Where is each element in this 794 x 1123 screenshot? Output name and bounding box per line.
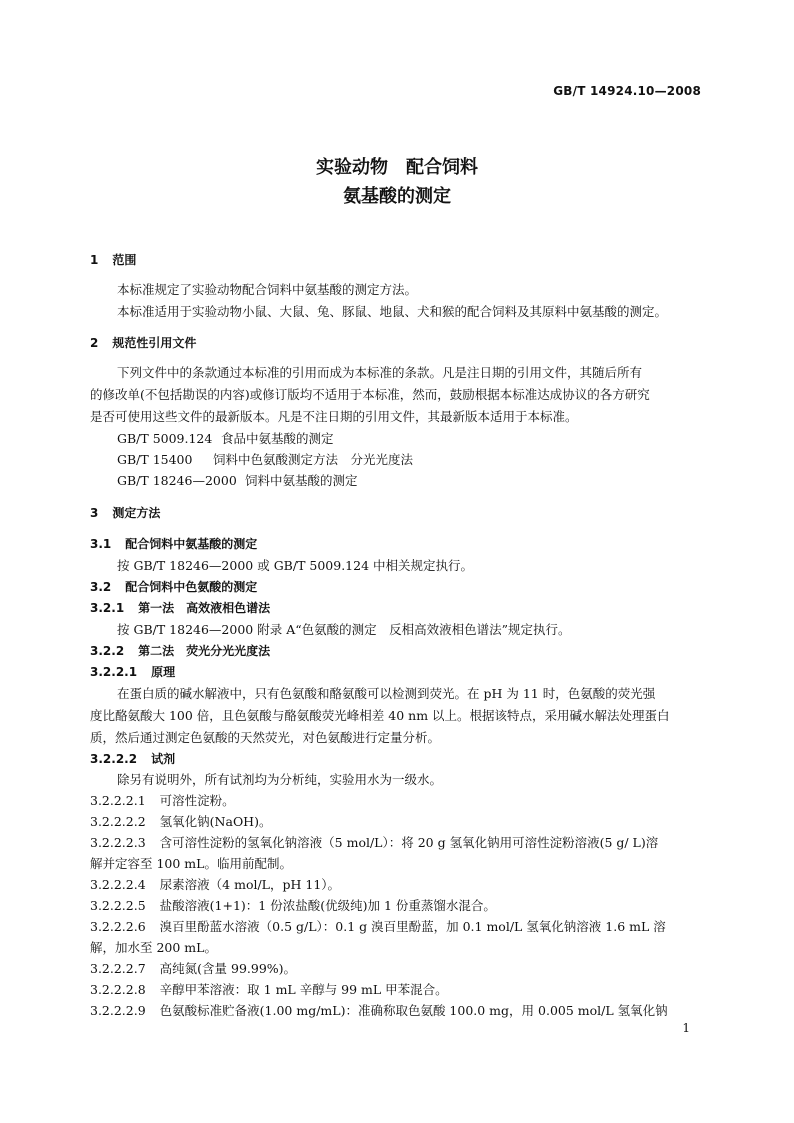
title-line-2: 氨基酸的测定 <box>343 186 451 207</box>
section-3-heading <box>90 504 160 522</box>
section-number: 2 <box>90 336 99 350</box>
reagent-text: 含可溶性淀粉的氢氧化钠溶液（5 mol/L）：将 20 g 氢氧化钠用可溶性淀粉溶液(5 g/ L)溶 <box>159 835 659 850</box>
reference-name: 饲料中氨基酸的测定 <box>245 473 358 488</box>
reagent-item <box>90 960 296 978</box>
reagent-text: 溴百里酚蓝水溶液（0.5 g/L）：0.1 g 溴百里酚蓝，加 0.1 mol/L 氢氧化钠溶液 1.6 mL 溶 <box>159 919 666 934</box>
section-2-heading <box>90 334 196 352</box>
reference-name: 饲料中色氨酸测定方法 分光光度法 <box>213 452 414 467</box>
reagent-number: 3.2.2.2.8 <box>90 982 146 997</box>
paragraph: 按 GB/T 18246—2000 附录 A“色氨酸的测定 反相高效液相色谱法”规定执行。 <box>117 622 571 637</box>
reagent-text-cont: 解，加水至 200 mL。 <box>90 940 217 955</box>
reference-item <box>117 451 413 469</box>
reference-item <box>117 430 334 448</box>
subsection-3-2-1-heading <box>90 599 270 617</box>
subsection-3-2-heading <box>90 578 257 596</box>
subsection-title: 配合饲料中色氨酸的测定 <box>125 580 258 594</box>
reagent-item <box>90 813 271 831</box>
section-title: 范围 <box>112 253 137 267</box>
paragraph-cont: 度比酪氨酸大 100 倍，且色氨酸与酪氨酸荧光峰相差 40 nm 以上。根据该特点，采用碱水解法处理蛋白 <box>90 708 670 723</box>
paragraph: 按 GB/T 18246—2000 或 GB/T 5009.124 中相关规定执行。 <box>117 558 474 573</box>
subsection-title: 配合饲料中氨基酸的测定 <box>125 537 258 551</box>
reference-item <box>117 472 358 490</box>
paragraph-cont: 的修改单(不包括勘误的内容)或修订版均不适用于本标准，然而，鼓励根据本标准达成协议的各方研究 <box>90 387 650 402</box>
reference-name: 食品中氨基酸的测定 <box>221 431 334 446</box>
reagent-text: 色氨酸标准贮备液(1.00 mg/mL)：准确称取色氨酸 100.0 mg，用 0.005 mol/L 氢氧化钠 <box>159 1003 668 1018</box>
subsection-title: 第一法 高效液相色谱法 <box>138 601 271 615</box>
reagent-text: 盐酸溶液(1+1)：1 份浓盐酸(优级纯)加 1 份重蒸馏水混合。 <box>159 898 496 913</box>
subsection-3-2-2-1-heading <box>90 663 175 681</box>
paragraph: 下列文件中的条款通过本标准的引用而成为本标准的条款。凡是注日期的引用文件，其随后所有 <box>117 365 643 380</box>
reagent-text: 可溶性淀粉。 <box>159 793 235 808</box>
subsection-3-2-2-2-heading <box>90 750 175 768</box>
title-line-1: 实验动物 配合饲料 <box>316 157 478 178</box>
reagent-item <box>90 918 666 936</box>
reagent-number: 3.2.2.2.1 <box>90 793 146 808</box>
section-number: 3 <box>90 506 99 520</box>
subsection-3-2-2-heading <box>90 642 270 660</box>
section-number: 1 <box>90 253 99 267</box>
subsection-title: 试剂 <box>151 752 176 766</box>
subsection-title: 第二法 荧光分光光度法 <box>138 644 271 658</box>
reagent-number: 3.2.2.2.7 <box>90 961 146 976</box>
paragraph: 本标准适用于实验动物小鼠、大鼠、兔、豚鼠、地鼠、犬和猴的配合饲料及其原料中氨基酸的测定。 <box>117 304 668 319</box>
reference-code: GB/T 5009.124 <box>117 431 213 446</box>
reagent-item <box>90 876 340 894</box>
subsection-number: 3.2.2 <box>90 644 125 658</box>
subsection-number: 3.2.2.2 <box>90 752 138 766</box>
reagent-number: 3.2.2.2.3 <box>90 835 146 850</box>
reagent-item <box>90 981 448 999</box>
paragraph: 除另有说明外，所有试剂均为分析纯，实验用水为一级水。 <box>117 772 443 787</box>
subsection-number: 3.2 <box>90 580 112 594</box>
page-number: 1 <box>682 1021 690 1035</box>
section-title: 测定方法 <box>112 506 161 520</box>
reagent-number: 3.2.2.2.6 <box>90 919 146 934</box>
paragraph: 在蛋白质的碱水解液中，只有色氨酸和酪氨酸可以检测到荧光。在 pH 为 11 时，色氨酸的荧光强 <box>117 686 656 701</box>
reagent-text: 辛醇甲苯溶液：取 1 mL 辛醇与 99 mL 甲苯混合。 <box>159 982 448 997</box>
reference-code: GB/T 18246—2000 <box>117 473 237 488</box>
reagent-item <box>90 1002 668 1020</box>
subsection-title: 原理 <box>151 665 176 679</box>
subsection-number: 3.2.1 <box>90 601 125 615</box>
section-1-heading <box>90 251 136 269</box>
reagent-number: 3.2.2.2.4 <box>90 877 146 892</box>
reference-code: GB/T 15400 <box>117 452 193 467</box>
reagent-number: 3.2.2.2.2 <box>90 814 146 829</box>
paragraph-cont: 质，然后通过测定色氨酸的天然荧光，对色氨酸进行定量分析。 <box>90 730 441 745</box>
reagent-text: 氢氧化钠(NaOH)。 <box>159 814 272 829</box>
reagent-item <box>90 834 658 852</box>
reagent-item <box>90 792 235 810</box>
paragraph-cont: 是否可使用这些文件的最新版本。凡是不注日期的引用文件，其最新版本适用于本标准。 <box>90 409 578 424</box>
reagent-number: 3.2.2.2.5 <box>90 898 146 913</box>
reagent-number: 3.2.2.2.9 <box>90 1003 146 1018</box>
paragraph: 本标准规定了实验动物配合饲料中氨基酸的测定方法。 <box>117 282 418 297</box>
reagent-text-cont: 解并定容至 100 mL。临用前配制。 <box>90 856 292 871</box>
subsection-number: 3.1 <box>90 537 112 551</box>
subsection-number: 3.2.2.1 <box>90 665 138 679</box>
standard-code: GB/T 14924.10—2008 <box>553 84 701 98</box>
reagent-text: 尿素溶液（4 mol/L，pH 11）。 <box>159 877 341 892</box>
reagent-text: 高纯氮(含量 99.99%)。 <box>159 961 297 976</box>
subsection-3-1-heading <box>90 535 257 553</box>
section-title: 规范性引用文件 <box>112 336 197 350</box>
reagent-item <box>90 897 496 915</box>
